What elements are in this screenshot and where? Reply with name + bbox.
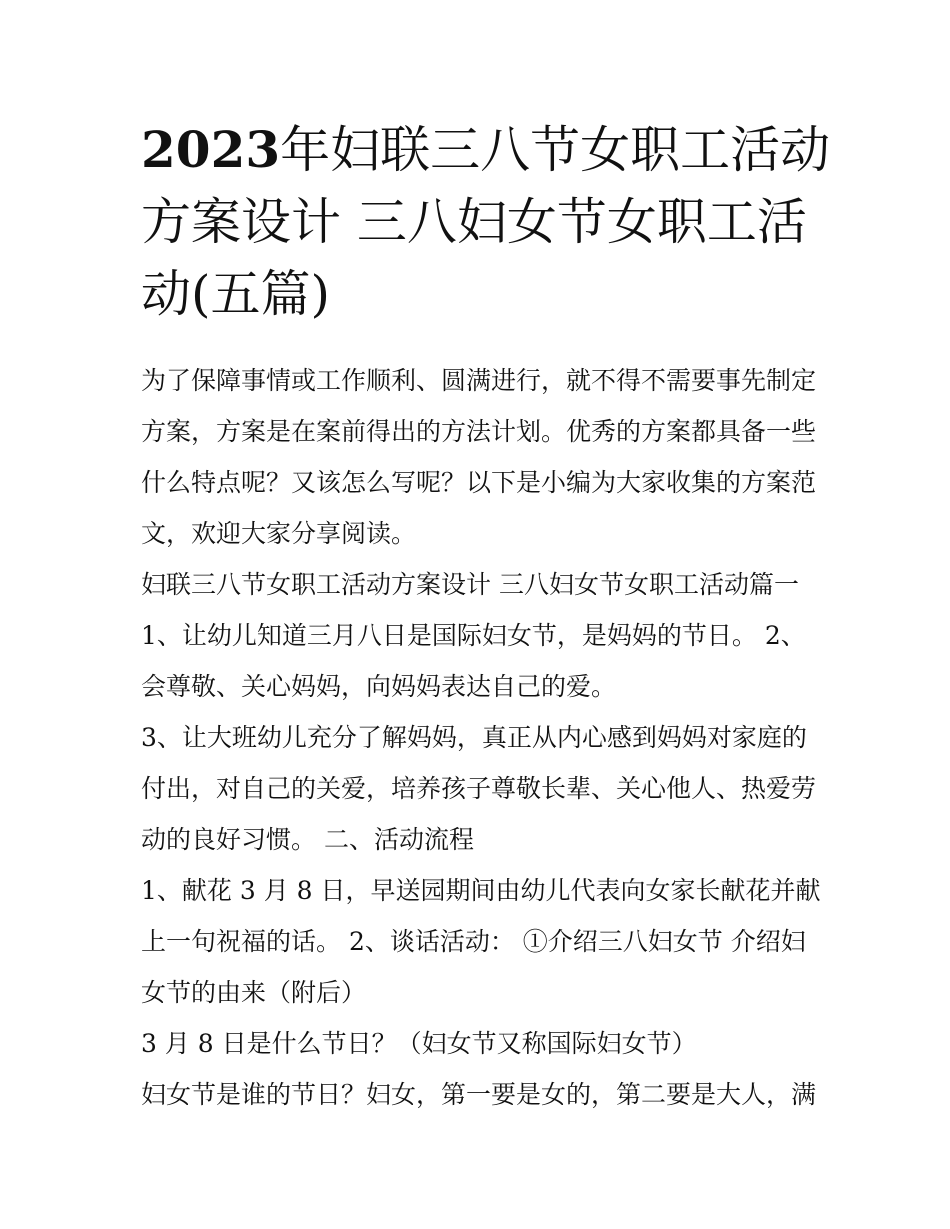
- body-line: 文，欢迎大家分享阅读。: [141, 519, 417, 548]
- body-line: 女节的由来（附后）: [141, 978, 367, 1007]
- body-line: 上一句祝福的话。 2、谈话活动： ①介绍三八妇女节 介绍妇: [141, 927, 806, 956]
- title-line-1-text: 年妇联三八节女职工活动: [280, 121, 831, 179]
- title-year: 2023: [141, 120, 281, 179]
- title-line-1: [141, 114, 831, 186]
- body-line: 1、让幼儿知道三月八日是国际妇女节，是妈妈的节日。 2、: [141, 621, 806, 650]
- title-line-2: 方案设计 三八妇女节女职工活: [141, 193, 807, 251]
- body-line: 1、献花 3 月 8 日，早送园期间由幼儿代表向女家长献花并献: [141, 876, 821, 905]
- body-line: 妇女节是谁的节日？妇女，第一要是女的，第二要是大人，满: [141, 1080, 817, 1109]
- document-body: [141, 355, 821, 1120]
- body-line: 会尊敬、关心妈妈，向妈妈表达自己的爱。: [141, 672, 617, 701]
- section-heading: 妇联三八节女职工活动方案设计 三八妇女节女职工活动篇一: [141, 570, 799, 599]
- body-line: 3 月 8 日是什么节日？（妇女节又称国际妇女节）: [141, 1029, 697, 1058]
- body-line: 动的良好习惯。 二、活动流程: [141, 825, 474, 854]
- document-title: [141, 114, 831, 330]
- body-line: 方案，方案是在案前得出的方法计划。优秀的方案都具备一些: [141, 417, 817, 446]
- body-line: 付出，对自己的关爱，培养孩子尊敬长辈、关心他人、热爱劳: [141, 774, 817, 803]
- body-line: 为了保障事情或工作顺利、圆满进行，就不得不需要事先制定: [141, 366, 817, 395]
- body-line: 什么特点呢？又该怎么写呢？以下是小编为大家收集的方案范: [141, 468, 817, 497]
- title-line-3: 动(五篇): [141, 265, 331, 323]
- body-line: 3、让大班幼儿充分了解妈妈，真正从内心感到妈妈对家庭的: [141, 723, 807, 752]
